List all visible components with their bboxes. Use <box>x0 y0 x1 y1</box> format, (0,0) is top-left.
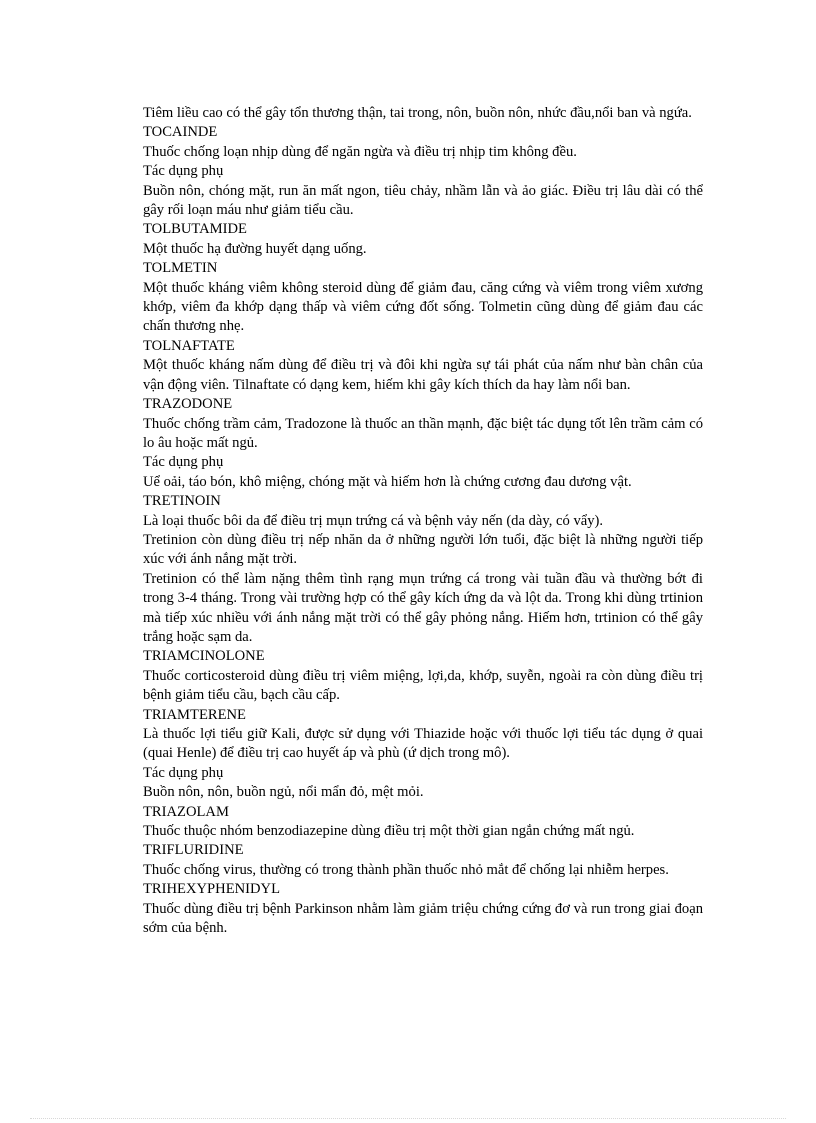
paragraph: Tretinion có thể làm nặng thêm tình rạng mụn trứng cá trong vài tuần đầu và thường bớt đi trong 3-4 tháng. Trong vài trường hợp có thể gây kích ứng da và lột da. Trong khi dùng trtinion mà tiếp xúc nhiều với ánh nắng mặt trời có thể gây phỏng nắng. Hiếm hơn, trtinion có thể gây trắng hoặc sạm da. <box>143 570 703 645</box>
paragraph: Một thuốc kháng nấm dùng để điều trị và đôi khi ngừa sự tái phát của nấm như bàn chân của vận động viên. Tilnaftate có dạng kem, hiếm khi gây kích thích da hay làm nổi ban. <box>143 357 703 393</box>
page-bottom-rule <box>30 1118 786 1119</box>
drug-heading: TRIAZOLAM <box>143 803 229 820</box>
drug-heading: TOCAINDE <box>143 124 218 141</box>
drug-heading: TOLMETIN <box>143 260 218 277</box>
paragraph: Uể oải, táo bón, khô miệng, chóng mặt và hiếm hơn là chứng cương đau dương vật. <box>143 473 632 490</box>
side-effects-label: Tác dụng phụ <box>143 163 224 180</box>
drug-heading: TRETINOIN <box>143 493 221 510</box>
paragraph: Thuốc thuộc nhóm benzodiazepine dùng điều trị một thời gian ngắn chứng mất ngủ. <box>143 823 635 840</box>
paragraph: Là thuốc lợi tiểu giữ Kali, được sử dụng với Thiazide hoặc với thuốc lợi tiểu tác dụng ở quai (quai Henle) để điều trị cao huyết áp và phù (ứ dịch trong mô). <box>143 726 703 762</box>
paragraph: Thuốc dùng điều trị bệnh Parkinson nhằm làm giảm triệu chứng cứng đơ và run trong giai đoạn sớm của bệnh. <box>143 900 703 937</box>
drug-heading: TRIAMTERENE <box>143 706 246 723</box>
paragraph: Thuốc chống trầm cảm, Tradozone là thuốc an thần mạnh, đặc biệt tác dụng tốt lên trầm cảm có lo âu hoặc mất ngủ. <box>143 415 703 451</box>
paragraph: Thuốc chống loạn nhịp dùng để ngăn ngừa và điều trị nhịp tim không đều. <box>143 143 577 160</box>
drug-heading: TRIAMCINOLONE <box>143 648 265 665</box>
drug-heading: TOLNAFTATE <box>143 337 235 354</box>
drug-heading: TRIFLURIDINE <box>143 842 244 859</box>
page-body <box>143 104 703 938</box>
paragraph: Một thuốc kháng viêm không steroid dùng để giảm đau, căng cứng và viêm trong viêm xương khớp, viêm đa khớp dạng thấp và viêm cứng đốt sống. Tolmetin cũng dùng để giảm đau các chấn thương nhẹ. <box>143 279 703 335</box>
drug-heading: TRAZODONE <box>143 396 233 413</box>
paragraph: Buồn nôn, chóng mặt, run ăn mất ngon, tiêu chảy, nhầm lẫn và ảo giác. Điều trị lâu dài có thể gây rối loạn máu như giảm tiểu cầu. <box>143 182 703 219</box>
side-effects-label: Tác dụng phụ <box>143 454 224 471</box>
paragraph: Một thuốc hạ đường huyết dạng uống. <box>143 240 367 257</box>
paragraph: Tretinion còn dùng điều trị nếp nhăn da ở những người lớn tuổi, đặc biệt là những người tiếp xúc với ánh nắng mặt trời. <box>143 531 703 568</box>
paragraph: Thuốc corticosteroid dùng điều trị viêm miệng, lợi,da, khớp, suyễn, ngoài ra còn dùng điều trị bệnh giảm tiểu cầu, bạch cầu cấp. <box>143 667 703 704</box>
paragraph: Buồn nôn, nôn, buồn ngủ, nổi mẩn đỏ, mệt mỏi. <box>143 784 424 801</box>
paragraph: Tiêm liều cao có thể gây tổn thương thận, tai trong, nôn, buồn nôn, nhức đầu,nổi ban và ngứa. <box>143 105 692 121</box>
side-effects-label: Tác dụng phụ <box>143 764 224 781</box>
drug-heading: TRIHEXYPHENIDYL <box>143 881 281 898</box>
paragraph: Thuốc chống virus, thường có trong thành phần thuốc nhỏ mắt để chống lại nhiễm herpes. <box>143 861 669 878</box>
drug-heading: TOLBUTAMIDE <box>143 221 247 238</box>
paragraph: Là loại thuốc bôi da để điều trị mụn trứng cá và bệnh vảy nến (da dày, có vẩy). <box>143 512 604 529</box>
